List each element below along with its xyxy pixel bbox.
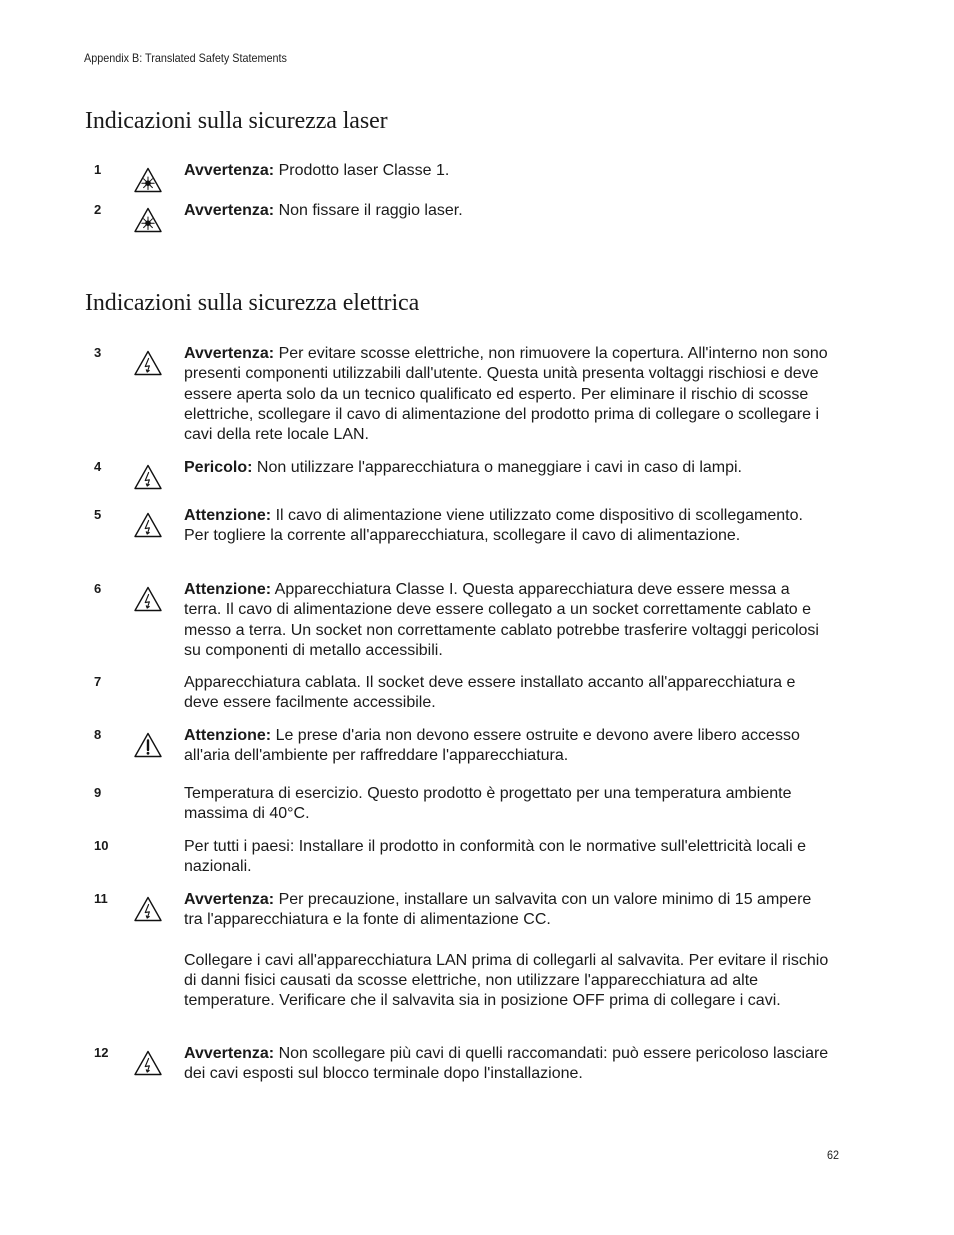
- statement-number: 2: [94, 202, 102, 217]
- statement-text: Apparecchiatura cablata. Il socket deve essere installato accanto all'apparecchiatura e deve essere facilmente accessibile.: [184, 674, 796, 712]
- statement-body: [184, 890, 829, 1012]
- statement-lead: Attenzione:: [184, 507, 272, 524]
- statement-lead: Attenzione:: [184, 581, 272, 598]
- statement-number: 7: [94, 674, 102, 689]
- statement-body: [184, 726, 829, 767]
- running-header: Appendix B: Translated Safety Statements: [84, 51, 287, 65]
- statement-number: 10: [94, 838, 109, 853]
- statement-lead: Avvertenza:: [184, 202, 275, 219]
- section-title-laser: Indicazioni sulla sicurezza laser: [85, 108, 388, 134]
- statement-body: [184, 506, 829, 547]
- statement-number: 9: [94, 785, 102, 800]
- statement-number: 8: [94, 727, 102, 742]
- section-title-electrical: Indicazioni sulla sicurezza elettrica: [85, 290, 420, 316]
- statement-text: Prodotto laser Classe 1.: [278, 162, 450, 179]
- statement-body: [184, 201, 829, 221]
- statement-lead: Avvertenza:: [184, 891, 275, 908]
- statement-number: 6: [94, 581, 102, 596]
- electrical-hazard-icon: [133, 585, 163, 613]
- statement-body: [184, 1044, 829, 1085]
- electrical-hazard-icon: [133, 511, 163, 539]
- statement-lead: Avvertenza:: [184, 345, 275, 362]
- statement-lead: Attenzione:: [184, 727, 272, 744]
- statement-text: Apparecchiatura Classe I. Questa apparecchiatura deve essere messa a terra. Il cavo di alimentazione deve essere collegato a un socket correttamente cablato e messo a terra. Un socket non correttamente cablato potrebbe trasferire voltaggi pericolosi su componenti di metallo accessibili.: [184, 581, 819, 659]
- electrical-hazard-icon: [133, 1049, 163, 1077]
- statement-body: [184, 784, 829, 825]
- statement-body: [184, 458, 829, 478]
- statement-number: 4: [94, 459, 102, 474]
- statement-body: [184, 837, 829, 878]
- electrical-hazard-icon: [133, 349, 163, 377]
- laser-warning-icon: [133, 206, 163, 234]
- statement-text: Temperatura di esercizio. Questo prodotto è progettato per una temperatura ambiente massima di 40°C.: [184, 785, 792, 823]
- statement-body: [184, 580, 829, 661]
- page-number: 62: [827, 1148, 840, 1162]
- statement-lead: Pericolo:: [184, 459, 253, 476]
- electrical-hazard-icon: [133, 895, 163, 923]
- statement-text: Non utilizzare l'apparecchiatura o maneggiare i cavi in caso di lampi.: [256, 459, 742, 476]
- electrical-hazard-icon: [133, 463, 163, 491]
- statement-extra-paragraph: Collegare i cavi all'apparecchiatura LAN prima di collegarli al salvavita. Per evitare il rischio di danni fisici causati da scosse elettriche, non utilizzare l'apparecchiatura ad alte temperature. Verificare che il salvavita sia in posizione OFF prima di collegare i cavi.: [184, 951, 829, 1010]
- statement-number: 3: [94, 345, 102, 360]
- statement-number: 12: [94, 1045, 109, 1060]
- statement-text: Per tutti i paesi: Installare il prodotto in conformità con le normative sull'elettricità locali e nazionali.: [184, 838, 807, 876]
- statement-text: Per precauzione, installare un salvavita con un valore minimo di 15 ampere tra l'apparecchiatura e la fonte di alimentazione CC.: [184, 891, 812, 929]
- statement-text: Il cavo di alimentazione viene utilizzato come dispositivo di scollegamento. Per togliere la corrente all'apparecchiatura, scollegare il cavo di alimentazione.: [184, 507, 803, 545]
- statement-body: [184, 673, 829, 714]
- statement-body: [184, 344, 829, 445]
- statement-number: 1: [94, 162, 102, 177]
- statement-text: Non fissare il raggio laser.: [278, 202, 463, 219]
- statement-lead: Avvertenza:: [184, 162, 275, 179]
- laser-warning-icon: [133, 166, 163, 194]
- statement-number: 11: [94, 891, 108, 906]
- statement-text: Per evitare scosse elettriche, non rimuovere la copertura. All'interno non sono presenti componenti utilizzabili dall'utente. Questa unità presenta voltaggi rischiosi e deve essere aperta solo da un tecnico qualificato ed esperto. Per eliminare il rischio di scosse elettriche, scollegare il cavo di alimentazione del prodotto prima di collegare o scollegare i cavi della rete locale LAN.: [184, 345, 828, 444]
- statement-lead: Avvertenza:: [184, 1045, 275, 1062]
- caution-exclamation-icon: [133, 731, 163, 759]
- statement-text: Le prese d'aria non devono essere ostruite e devono avere libero accesso all'aria dell'ambiente per raffreddare l'apparecchiatura.: [184, 727, 800, 765]
- statement-text: Non scollegare più cavi di quelli raccomandati: può essere pericoloso lasciare dei cavi esposti sul blocco terminale dopo l'installazione.: [184, 1045, 829, 1083]
- statement-number: 5: [94, 507, 102, 522]
- statement-body: [184, 161, 829, 181]
